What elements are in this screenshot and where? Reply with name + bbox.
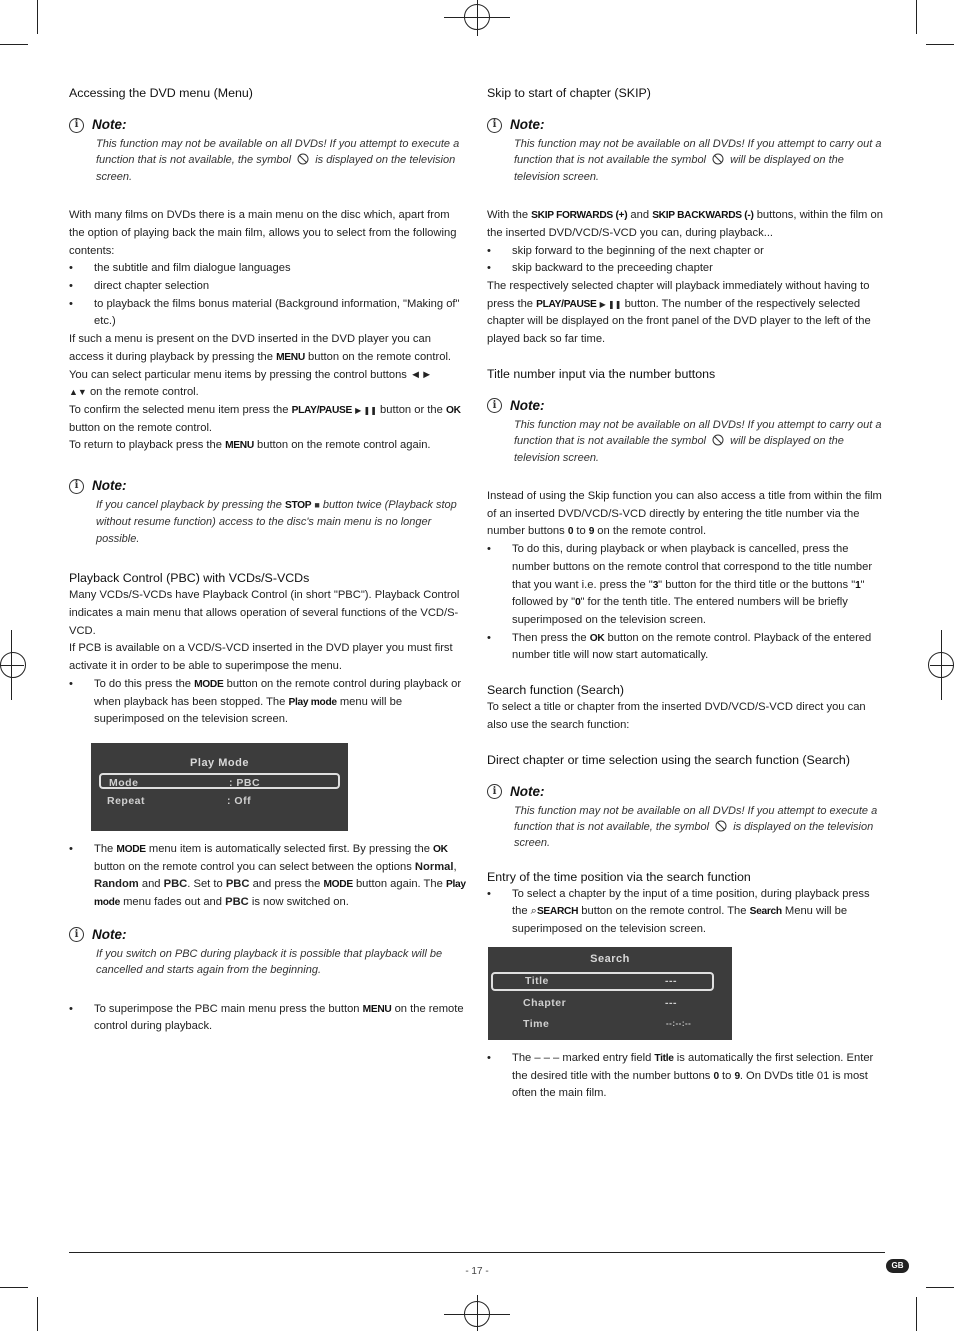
note-text: This function may not be available on all DVDs! If you attempt to execute a function that is not available, the symbol (96, 138, 460, 167)
return-paragraph: To return to playback press the MENU button on the remote control again. (69, 439, 431, 452)
crop-mark (37, 0, 38, 34)
menu-present-paragraph: If such a menu is present on the DVD inserted in the DVD player you can access it during playback by pressing the MENU button on the remote control. (69, 333, 452, 363)
note-header (69, 114, 467, 136)
page-number: - 17 - (465, 1266, 489, 1277)
note-header (487, 114, 885, 136)
note-body: This function may not be available on all DVDs! If you attempt to execute a function that is not available, the symbol is displayed on the television screen. (514, 804, 878, 850)
stop-icon: ■ (314, 500, 320, 511)
crop-mark (926, 1287, 954, 1288)
section-heading-direct-selection: Direct chapter or time selection using the search function (Search) (487, 752, 850, 767)
section-heading-skip: Skip to start of chapter (SKIP) (487, 86, 651, 100)
play-pause-icon: ▶ ❚❚ (355, 405, 377, 415)
info-icon: i (487, 398, 502, 413)
list-item: • Then press the OK button on the remote control. Playback of the entered number title will now start automatically. (487, 630, 885, 665)
title-input-list (487, 541, 885, 665)
key-search: SEARCH (536, 906, 579, 918)
play-pause-icon: ▶ ❚❚ (599, 299, 622, 309)
arrow-left-right-icon: ◄► (410, 368, 433, 381)
crop-mark (0, 665, 24, 666)
note-body (96, 136, 467, 185)
note-header (487, 781, 885, 803)
key-play-mode: Play mode (288, 696, 337, 708)
key-menu: MENU (362, 1003, 392, 1015)
note-body: This function may not be available on all DVDs! If you attempt to carry out a function that is not available the symbol will be displayed on the television screen. (514, 138, 882, 183)
confirm-paragraph: To confirm the selected menu item press the PLAY/PAUSE ▶ ❚❚ button or the OK button on the remote control. (69, 403, 461, 434)
list-item: • skip backward to the preceeding chapter (487, 260, 885, 278)
key-ok: OK (445, 404, 461, 416)
key-play-pause: PLAY/PAUSE (536, 298, 597, 310)
key-play-mode: Play mode (94, 879, 466, 909)
section-heading-dvd-menu: Accessing the DVD menu (Menu) (69, 86, 253, 100)
info-icon: i (69, 927, 84, 942)
key-title: Title (654, 1052, 674, 1064)
no-entry-icon (712, 434, 724, 446)
key-menu: MENU (276, 351, 305, 363)
key-mode: MODE (323, 879, 353, 891)
key-skip-backwards: SKIP BACKWARDS (-) (652, 210, 754, 222)
info-icon: i (69, 479, 84, 494)
osd-title: Search (590, 952, 630, 965)
key-play-pause: PLAY/PAUSE (291, 404, 353, 416)
key-mode: MODE (194, 678, 224, 690)
section-heading-title-number: Title number input via the number buttons (487, 366, 716, 381)
crop-mark (0, 1287, 28, 1288)
pbc-list (69, 676, 467, 729)
list-item: • The – – – marked entry field Title is automatically the first selection. Enter the desired title with the number buttons 0 to 9. On DVDs title 01 is most often the main film. (487, 1050, 885, 1103)
note-title: Note: (92, 117, 127, 133)
note-text: is displayed on the television screen. (96, 154, 456, 183)
key-stop: STOP (284, 500, 312, 512)
info-icon: i (69, 118, 84, 133)
list-item: • To do this, during playback or when playback is cancelled, press the number buttons on the remote control that correspond to the title number that you want i.e. press the "3" button for the third title or the buttons "1" followed by "0" for the tenth title. The entered numbers will be briefly superimposed on the television screen. (487, 541, 885, 630)
search-paragraph: To select a title or chapter from the inserted DVD/VCD/S-VCD direct you can also use the search function: (487, 701, 866, 731)
skip-paragraph: With the SKIP FORWARDS (+) and SKIP BACKWARDS (-) buttons, within the film on the inserted DVD/VCD/S-VCD you can, during playback... (487, 209, 883, 239)
osd-row-repeat: Repeat : Off (107, 794, 252, 807)
crop-mark (0, 44, 28, 45)
title-input-paragraph: Instead of using the Skip function you can also access a title from within the film of an inserted DVD/VCD/S-VCD directly by entering the title number via the number buttons 0 to 9 on the remote control. (487, 490, 882, 538)
search-osd-screenshot (488, 947, 732, 1040)
pbc-paragraph: If PCB is available on a VCD/S-VCD inserted in the DVD player you must first activate it in order to be able to superimpose the menu. (69, 642, 453, 673)
crop-mark (916, 1297, 917, 1331)
crop-mark (37, 1297, 38, 1331)
note-title: Note: (92, 478, 127, 494)
key-ok: OK (589, 632, 605, 644)
list-item: • the subtitle and film dialogue languages (69, 260, 467, 278)
time-entry-list-2 (487, 1050, 885, 1103)
crop-mark (916, 0, 917, 34)
section-heading-time-entry: Entry of the time position via the search function (487, 869, 751, 884)
note-header (487, 395, 885, 417)
note-title: Note: (92, 926, 127, 942)
note-title: Note: (510, 397, 545, 413)
list-item: • To do this press the MODE button on the remote control during playback or when playback has been stopped. The Play mode menu will be superimposed on the television screen. (69, 676, 467, 729)
no-entry-icon (297, 153, 309, 165)
crop-mark (941, 630, 942, 700)
search-icon: ⌕ (530, 905, 537, 918)
note-title: Note: (510, 783, 545, 799)
crop-mark (477, 0, 478, 36)
skip-list (487, 243, 885, 278)
pbc-list-2 (69, 841, 467, 912)
language-badge: GB (886, 1259, 909, 1273)
pbc-paragraph: Many VCDs/S-VCDs have Playback Control (in short "PBC"). Playback Control indicates a main menu that allows operation of several functions of the VCD/S-VCD. (69, 589, 460, 637)
section-heading-pbc: Playback Control (PBC) with VCDs/S-VCDs (69, 571, 310, 586)
menu-contents-list (69, 260, 467, 331)
key-menu: MENU (225, 440, 254, 452)
note-title: Note: (510, 117, 545, 133)
note-body: If you switch on PBC during playback it is possible that playback will be cancelled and starts again from the beginning. (96, 947, 443, 977)
skip-paragraph-2: The respectively selected chapter will playback immediately without having to press the PLAY/PAUSE ▶ ❚❚ button. The number of the respectively selected chapter will be displayed on the front panel of the DVD player to the left of the played back so far time. (487, 280, 871, 346)
time-entry-list (487, 886, 885, 939)
crop-mark (11, 630, 12, 700)
arrow-up-down-icon: ▲▼ (69, 387, 87, 398)
key-mode: MODE (116, 843, 146, 855)
osd-row-title: Title --- (491, 972, 714, 991)
osd-row-chapter: Chapter --- (523, 996, 677, 1009)
note-header (69, 475, 467, 497)
section-heading-search: Search function (Search) (487, 683, 625, 698)
no-entry-icon (712, 153, 724, 165)
key-0: 0 (567, 526, 574, 538)
play-mode-osd-screenshot (91, 743, 348, 831)
key-ok: OK (433, 843, 448, 855)
note-body: This function may not be available on all DVDs! If you attempt to carry out a function that is not available the symbol will be displayed on the television screen. (514, 418, 882, 464)
footer-rule (69, 1252, 885, 1253)
note-body: If you cancel playback by pressing the STOP ■ button twice (Playback stop without resume function) access to the disc's main menu is no longer possible. (96, 499, 457, 545)
key-9: 9 (588, 526, 595, 538)
intro-paragraph: With many films on DVDs there is a main menu on the disc which, apart from the option of playing back the main film, allows you to select from the following contents: (69, 209, 457, 257)
list-item: • to playback the films bonus material (Background information, "Making of" etc.) (69, 296, 467, 331)
list-item: • The MODE menu item is automatically selected first. By pressing the OK button on the remote control you can select between the options Normal, Random and PBC. Set to PBC and press the MODE button again. The Play mode menu fades out and PBC is now switched on. (69, 841, 467, 912)
crop-mark (930, 665, 954, 666)
list-item: • To superimpose the PBC main menu press the button MENU on the remote control during playback. (69, 1001, 467, 1036)
list-item: • skip forward to the beginning of the next chapter or (487, 243, 885, 261)
osd-row-mode: Mode : PBC (99, 773, 340, 789)
key-search-menu: Search (749, 906, 782, 918)
pbc-list-3 (69, 1001, 467, 1036)
list-item: • direct chapter selection (69, 278, 467, 296)
no-entry-icon (715, 820, 727, 832)
note-header (69, 924, 467, 946)
menu-select-paragraph: You can select particular menu items by pressing the control buttons ◄► ▲▼ on the remote control. (69, 368, 433, 399)
osd-title: Play Mode (190, 756, 249, 769)
key-skip-forwards: SKIP FORWARDS (+) (531, 210, 628, 222)
osd-row-time: Time --:--:-- (523, 1017, 692, 1030)
info-icon: i (487, 118, 502, 133)
right-column (487, 84, 885, 1103)
list-item: • To select a chapter by the input of a time position, during playback press the ⌕SEARCH button on the remote control. The Search Menu will be superimposed on the television screen. (487, 886, 885, 939)
crop-mark (477, 1295, 478, 1331)
crop-mark (926, 44, 954, 45)
left-column (69, 84, 467, 1036)
info-icon: i (487, 784, 502, 799)
